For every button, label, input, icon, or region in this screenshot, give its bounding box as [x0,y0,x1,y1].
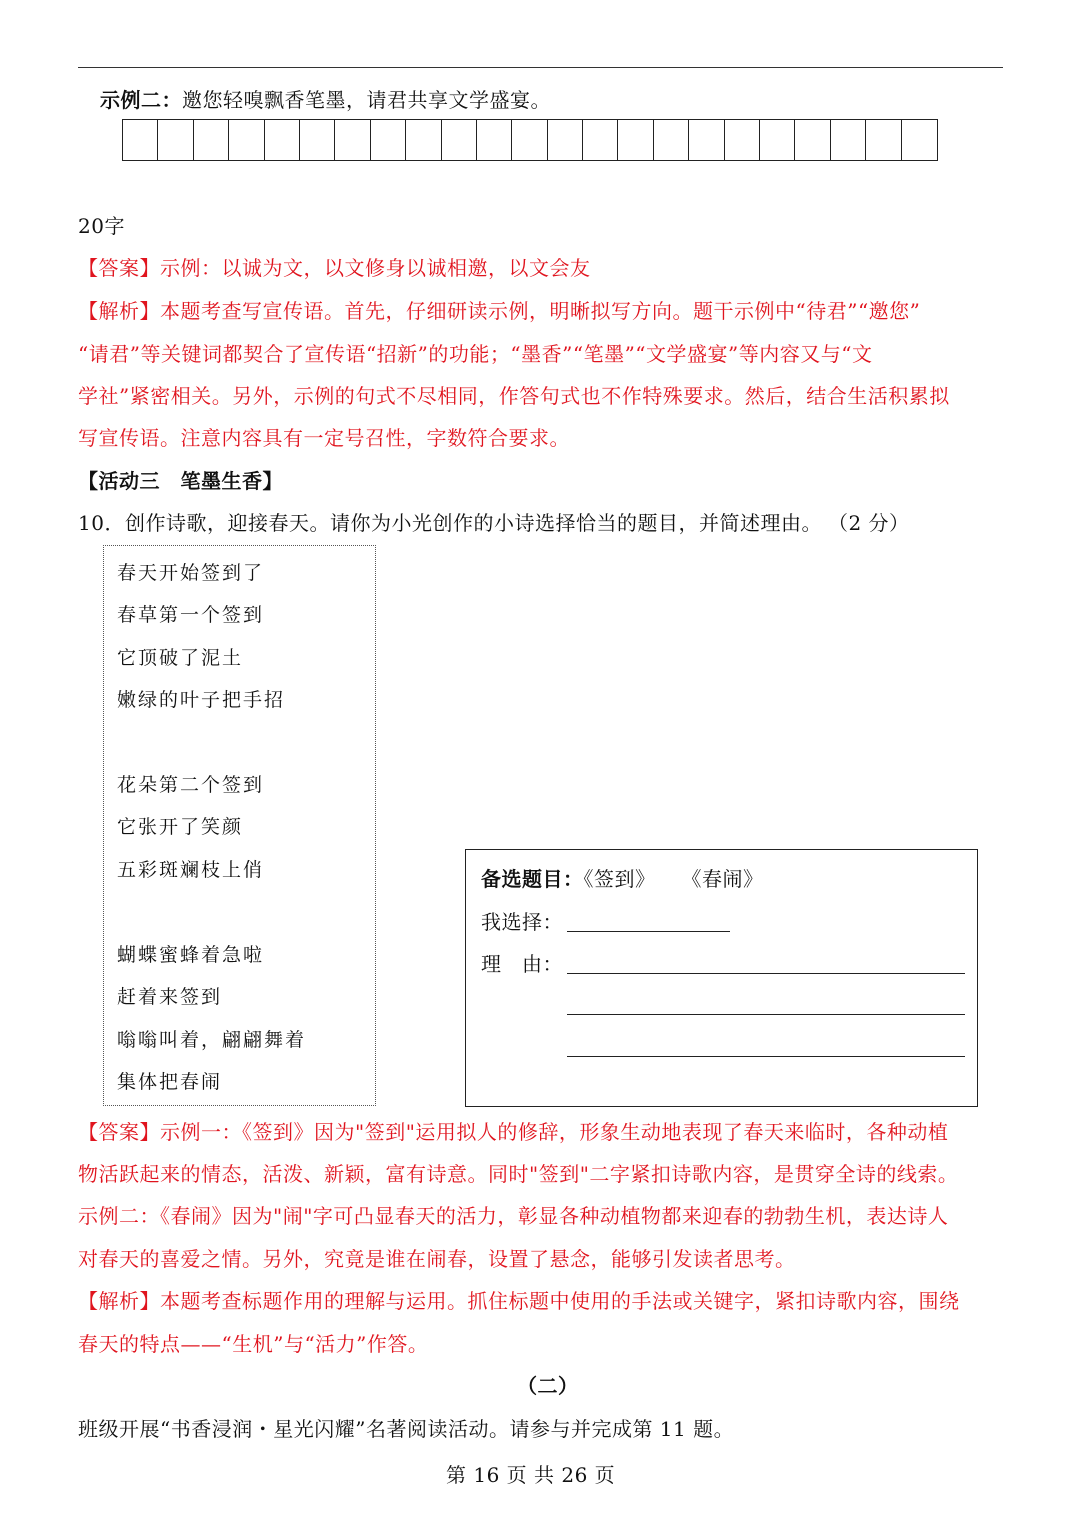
analysis-text: 本题考查标题作用的理解与运用。抓住标题中使用的手法或关键字，紧扣诗歌内容，围绕 [160,1289,960,1313]
poem-line: 嫩绿的叶子把手招 [117,689,286,711]
page-footer: 第 16 页 共 26 页 [446,1463,616,1487]
answer-text: 示例一：《签到》因为"签到"运用拟人的修辞，形象生动地表现了春天来临时，各种动植 [160,1120,949,1144]
poem-line: 嗡嗡叫着，翩翩舞着 [117,1029,307,1051]
section-2-intro: 班级开展“书香浸润・星光闪耀”名著阅读活动。请参与并完成第 11 题。 [78,1417,735,1441]
activity-3-heading: 【活动三 笔墨生香】 [78,469,283,493]
analysis-tag: 【解析】 [78,299,160,323]
answer-text: 示例：以诚为文，以文修身以诚相邀，以文会友 [160,256,591,280]
q10-analysis-line-2: 春天的特点——“生机”与“活力”作答。 [78,1332,429,1356]
reason-blank-3[interactable] [567,1056,965,1057]
poem-line: 它顶破了泥土 [117,647,244,669]
poem-line: 赶着来签到 [117,986,223,1008]
choose-label: 我选择： [481,910,563,934]
q10-prompt-text: 创作诗歌，迎接春天。请你为小光创作的小诗选择恰当的题目，并简述理由。 [124,511,822,535]
grid-cell [194,120,229,160]
grid-cell [512,120,547,160]
section-2-heading: （二） [517,1374,579,1398]
grid-cell [123,120,158,160]
grid-cell [689,120,724,160]
grid-cell [618,120,653,160]
analysis-text: 本题考查写宣传语。首先，仔细研读示例，明晰拟写方向。题干示例中“待君”“邀您” [160,299,921,323]
options-label: 备选题目： [481,867,584,891]
q9-analysis-line-3: 学社”紧密相关。另外，示例的句式不尽相同，作答句式也不作特殊要求。然后，结合生活积累拟 [78,384,950,408]
poem-line: 春草第一个签到 [117,604,265,626]
example-2-text: 邀您轻嗅飘香笔墨，请君共享文学盛宴。 [182,88,551,112]
grid-cell [654,120,689,160]
poem-line: 五彩斑斓枝上俏 [117,859,265,881]
grid-note: 20字 [78,214,125,238]
q10-number: 10． [78,511,125,535]
q9-analysis-line-1 [78,298,920,324]
grid-cell [866,120,901,160]
q10-score: （2 分） [837,511,910,535]
grid-cell [902,120,937,160]
grid-cell [477,120,512,160]
q10-answer-line-2: 物活跃起来的情态，活泼、新颖，富有诗意。同时"签到"二字紧扣诗歌内容，是贯穿全诗的线索。 [78,1162,959,1186]
poem-line: 春天开始签到了 [117,562,265,584]
q10-answer-line-1 [78,1119,948,1145]
grid-cell [335,120,370,160]
q10-answer-line-3: 示例二：《春闹》因为"闹"字可凸显春天的活力，彰显各种动植物都来迎春的勃勃生机，表达诗人 [78,1204,949,1228]
grid-cell [548,120,583,160]
grid-cell [406,120,441,160]
grid-cell [831,120,866,160]
grid-cell [158,120,193,160]
q10-prompt [78,510,910,536]
grid-cell [583,120,618,160]
analysis-tag: 【解析】 [78,1289,160,1313]
grid-cell [371,120,406,160]
grid-cell [265,120,300,160]
grid-cell [760,120,795,160]
q9-answer [78,255,591,281]
example-2 [100,87,551,113]
poem-line: 蝴蝶蜜蜂着急啦 [117,944,265,966]
poem-line: 它张开了笑颜 [117,816,244,838]
grid-cell [229,120,264,160]
answer-tag: 【答案】 [78,1120,160,1144]
option-2: 《春闹》 [691,867,764,891]
answer-grid [122,119,938,161]
reason-blank-2[interactable] [567,1014,965,1015]
example-2-label: 示例二： [100,88,182,112]
grid-cell [442,120,477,160]
q10-answer-line-4: 对春天的喜爱之情。另外，究竟是谁在闹春，设置了悬念，能够引发读者思考。 [78,1247,796,1271]
q10-analysis-line-1 [78,1288,960,1314]
options-row [481,866,764,892]
answer-tag: 【答案】 [78,256,160,280]
top-rule [78,67,1003,68]
q9-analysis-line-2: “请君”等关键词都契合了宣传语“招新”的功能；“墨香”“笔墨”“文学盛宴”等内容又与“文 [78,342,873,366]
grid-cell [725,120,760,160]
reason-label: 理 由： [481,952,563,976]
grid-cell [795,120,830,160]
option-1: 《签到》 [583,867,656,891]
reason-blank-1[interactable] [567,973,965,974]
grid-cell [300,120,335,160]
choose-blank[interactable] [567,931,730,932]
poem-line: 花朵第二个签到 [117,774,265,796]
q9-analysis-line-4: 写宣传语。注意内容具有一定号召性，字数符合要求。 [78,426,570,450]
poem-line: 集体把春闹 [117,1071,223,1093]
